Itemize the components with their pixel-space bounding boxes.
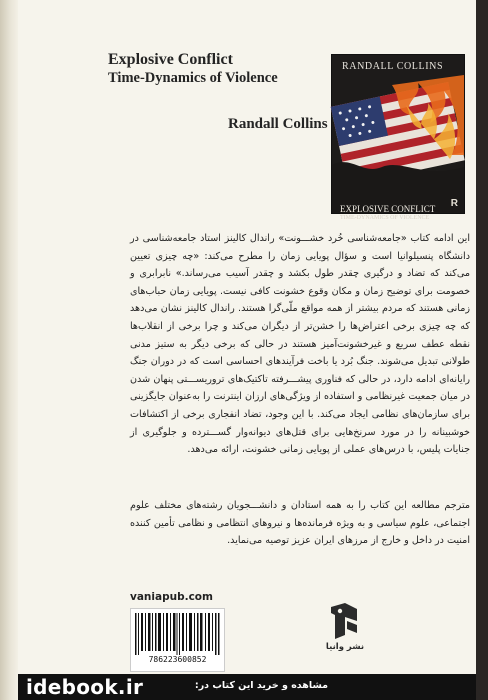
thumbnail-subtitle: TIME-DYNAMICS OF VIOLENCE [340, 215, 430, 221]
book-description: این ادامه کتاب «جامعه‌شناسی خُرد خشـــونت» راندال کالینز استاد جامعه‌شناسی در دانشگاه پنسیلوانیا است و سؤال پویایی زمان را مطرح می‌کند: «چه چیزی تعیین می‌کند که تضاد و درگیری چقدر طول بکشد و چقدر آسیب می‌رساند.» نابرابری و خصومت برای توضیح زمان و مکان وقوع خشونت کافی نیست. پویایی زمان حباب‌های زمانی هستند که مردم بیشتر از همه مواقع ملّی‌گرا هستند. راندال کالینز نشان می‌دهد که چه چیزی برخی اعتراض‌ها را خشن‌تر از دیگران می‌کند و چرا برخی از انقلاب‌ها نقطه عطف سریع و غیرخشونت‌آمیز هستند در حالی که برخی دیگر به ستیز مدنی طولانی تبدیل می‌شوند. جنگ بُرد یا باخت فرآیندهای احساسی است که در دوران جنگ رایانه‌ای ادامه دارد، در حالی که فناوری پیشـــرفته تاکتیک‌های تروریســـتی پنهان شدن در میان جمعیت غیرنظامی و استفاده از ویژگی‌های ارزان اینترنت را به‌عنوان جایگزینی برای سازمان‌های نظامی ایجاد می‌کند. با این وجود، تضاد انفجاری برخی از اکتشافات خوشبینانه را در مورد سرنخ‌هایی برای قتل‌های دیوانه‌وار گســـترده و جلوگیری از جنایات پلیس، با درس‌های عملی از پویایی زمانی خشونت، ارائه می‌دهد. [130, 233, 470, 456]
front-cover-thumbnail [331, 54, 465, 221]
title-line-1: Explosive Conflict [108, 51, 233, 68]
translator-recommendation: مترجم مطالعه این کتاب را به همه استادان و دانشـــجویان رشته‌های مختلف علوم اجتماعی، علوم سیاسی و به ویژه فرمانده‌ها و نیروهای انتظامی و نظامی تأمین کننده امنیت در داخل و خارج از مرزهای ایران عزیز توصیه می‌نماید. [130, 500, 470, 547]
thumbnail-author: RANDALL COLLINS [342, 61, 444, 72]
routledge-logo: R [450, 198, 458, 209]
vania-publisher-logo-icon [327, 601, 361, 641]
watermark-caption: مشاهده و خرید این کتاب در: [194, 680, 328, 691]
publisher-name: نشر وانیا [325, 642, 365, 652]
publisher-website: vaniapub.com [130, 591, 213, 603]
watermark-banner [18, 674, 476, 700]
thumbnail-title: EXPLOSIVE CONFLICT [340, 204, 436, 214]
isbn-number: 786223600852 [148, 655, 207, 664]
isbn-barcode [130, 608, 225, 672]
author-name: Randall Collins [228, 116, 328, 132]
barcode-bars [135, 613, 220, 655]
book-title [108, 50, 328, 88]
title-line-2: Time-Dynamics of Violence [108, 70, 278, 86]
cover-edge [476, 0, 488, 700]
spine-edge [0, 0, 18, 700]
idebook-logo[interactable]: idebook.ir [26, 675, 144, 699]
burning-flag-image [332, 55, 464, 213]
